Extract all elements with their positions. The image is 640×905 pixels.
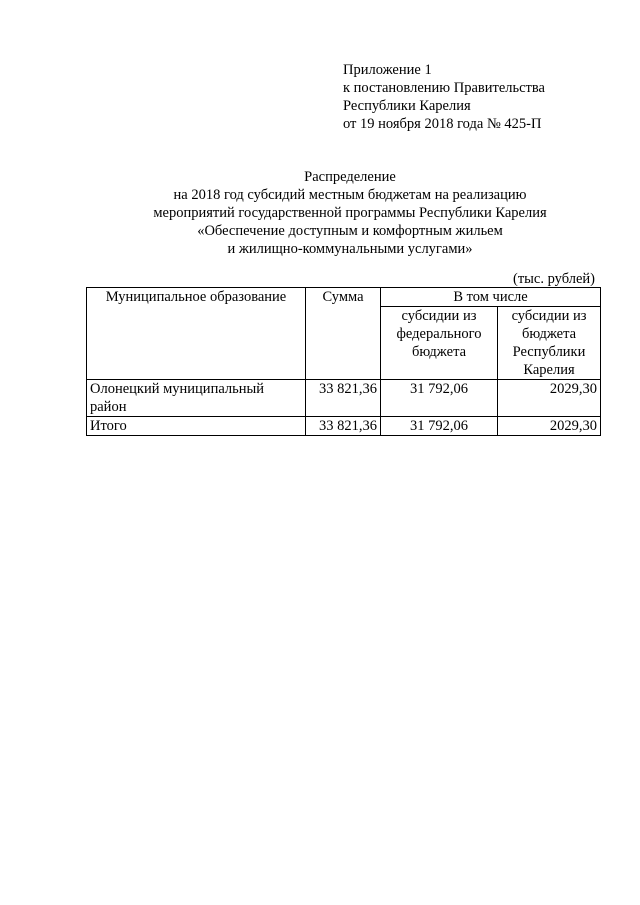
cell-regional: 2029,30 — [498, 380, 601, 417]
title-line: «Обеспечение доступным и комфортным жильем — [197, 223, 503, 239]
header-including: В том числе — [381, 288, 601, 307]
cell-total-regional: 2029,30 — [498, 417, 601, 436]
cell-sum: 33 821,36 — [306, 380, 381, 417]
title-line: мероприятий государственной программы Республики Карелия — [153, 205, 547, 221]
appendix-line: от 19 ноября 2018 года № 425-П — [343, 116, 542, 132]
cell-total-sum: 33 821,36 — [306, 417, 381, 436]
header-municipality: Муниципальное образование — [87, 288, 306, 380]
header-federal: субсидии из федерального бюджета — [381, 307, 498, 380]
appendix-block — [343, 61, 545, 133]
document-title — [60, 168, 640, 258]
distribution-table — [86, 287, 601, 436]
table-header-row — [87, 288, 601, 307]
table-total-row — [87, 417, 601, 436]
appendix-line: к постановлению Правительства — [343, 80, 545, 96]
title-line: на 2018 год субсидий местным бюджетам на реализацию — [173, 187, 527, 203]
appendix-line: Приложение 1 — [343, 62, 432, 78]
table-row — [87, 380, 601, 417]
header-regional: субсидии из бюджета Республики Карелия — [498, 307, 601, 380]
cell-total-federal: 31 792,06 — [381, 417, 498, 436]
cell-municipality: Олонецкий муниципальный район — [87, 380, 306, 417]
cell-total-label: Итого — [87, 417, 306, 436]
appendix-line: Республики Карелия — [343, 98, 471, 114]
cell-federal: 31 792,06 — [381, 380, 498, 417]
title-line: и жилищно-коммунальными услугами» — [227, 241, 473, 257]
title-line: Распределение — [304, 169, 396, 185]
header-sum: Сумма — [306, 288, 381, 380]
units-label: (тыс. рублей) — [513, 271, 595, 287]
